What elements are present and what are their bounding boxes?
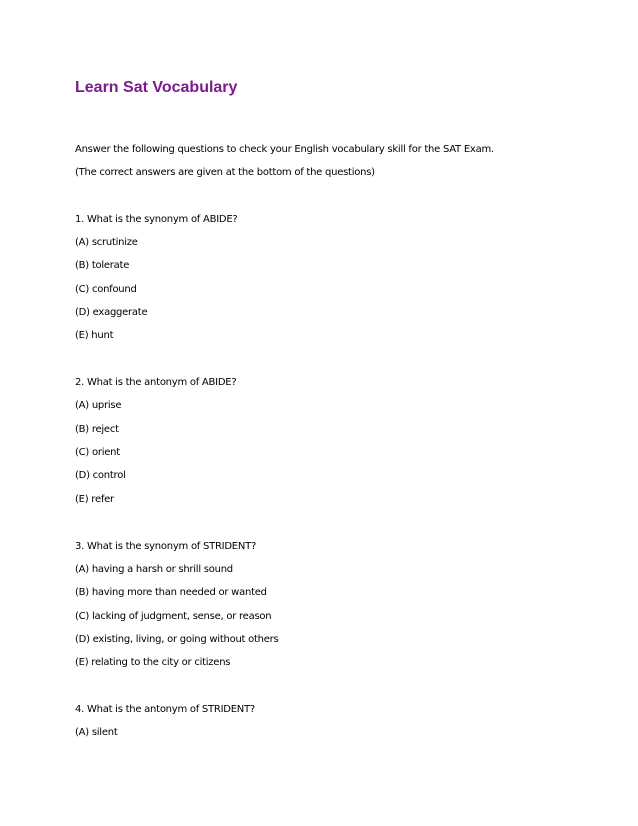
intro-line: Answer the following questions to check your English vocabulary skill for the SAT Exam.	[75, 144, 494, 155]
question-1-option-b: (B) tolerate	[75, 260, 130, 271]
question-3-prompt: 3. What is the synonym of STRIDENT?	[75, 541, 257, 552]
question-4-prompt: 4. What is the antonym of STRIDENT?	[75, 704, 255, 715]
question-3-option-e: (E) relating to the city or citizens	[75, 657, 231, 668]
question-1-option-c: (C) confound	[75, 284, 137, 295]
question-1-prompt: 1. What is the synonym of ABIDE?	[75, 214, 238, 225]
question-1-option-a: (A) scrutinize	[75, 237, 138, 248]
question-2-option-c: (C) orient	[75, 447, 120, 458]
question-2-option-e: (E) refer	[75, 494, 114, 505]
question-3-option-d: (D) existing, living, or going without others	[75, 634, 279, 645]
question-4-option-a: (A) silent	[75, 727, 118, 738]
page-title: Learn Sat Vocabulary	[75, 79, 238, 96]
question-1-option-d: (D) exaggerate	[75, 307, 148, 318]
question-2-option-d: (D) control	[75, 470, 126, 481]
question-1-option-e: (E) hunt	[75, 330, 114, 341]
question-2-option-a: (A) uprise	[75, 400, 122, 411]
question-2-prompt: 2. What is the antonym of ABIDE?	[75, 377, 237, 388]
question-3-option-c: (C) lacking of judgment, sense, or reason	[75, 611, 272, 622]
question-3-option-b: (B) having more than needed or wanted	[75, 587, 267, 598]
question-3-option-a: (A) having a harsh or shrill sound	[75, 564, 233, 575]
intro-note: (The correct answers are given at the bottom of the questions)	[75, 167, 375, 178]
question-2-option-b: (B) reject	[75, 424, 119, 435]
